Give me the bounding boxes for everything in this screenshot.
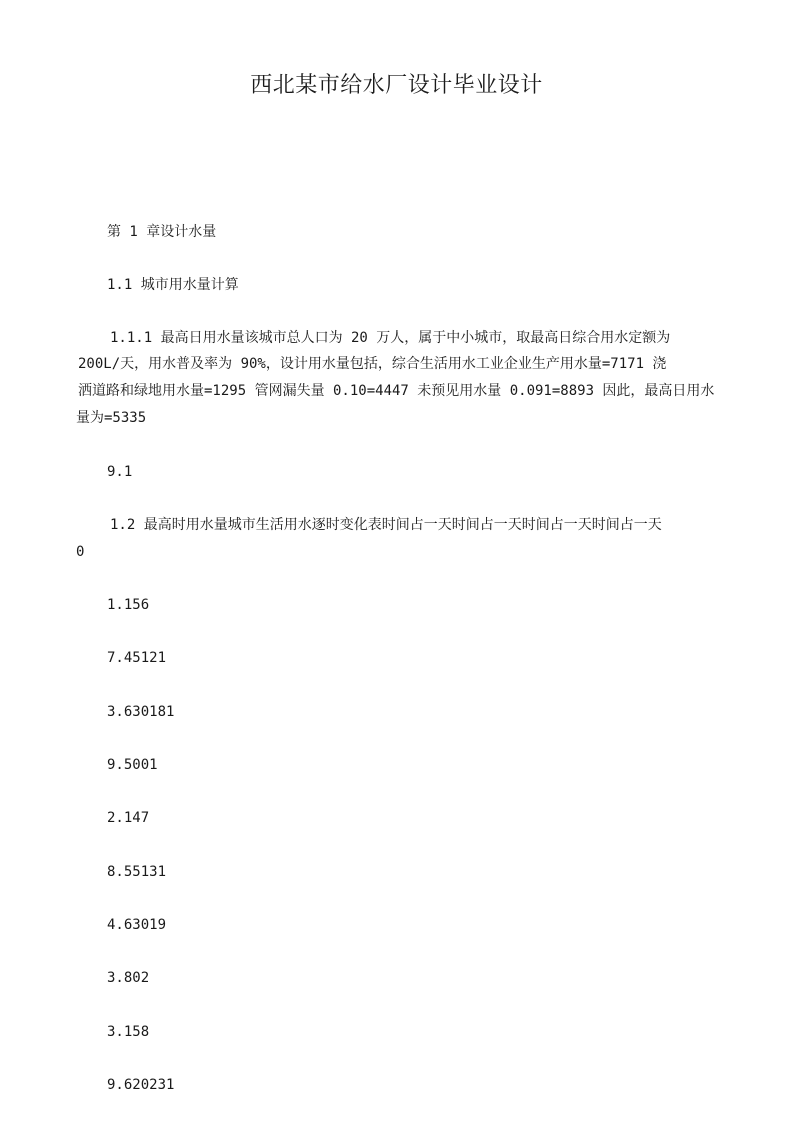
section-heading: 1.1 城市用水量计算 [107,277,239,293]
paragraph-line: 量为=5335 [76,410,147,426]
paragraph-line: 洒道路和绿地用水量=1295 管网漏失量 0.10=4447 未预见用水量 0.091=8893 因此，最高日用水 [78,383,715,399]
paragraph-line: 1.1.1 最高日用水量该城市总人口为 20 万人，属于中小城市，取最高日综合用水定额为 [110,330,671,346]
paragraph-line: 0 [76,544,85,560]
list-item: 3.802 [107,970,150,986]
list-item: 4.63019 [107,917,167,933]
chapter-heading: 第 1 章设计水量 [107,224,217,240]
list-item: 3.158 [107,1024,150,1040]
standalone-value: 9.1 [107,464,133,480]
list-item: 9.620231 [107,1077,175,1093]
list-item: 2.147 [107,810,150,826]
document-title: 西北某市给水厂设计毕业设计 [250,73,543,98]
paragraph-line: 200L/天，用水普及率为 90%，设计用水量包括，综合生活用水工业企业生产用水量=7171 浇 [78,356,667,372]
list-item: 7.45121 [107,650,167,666]
list-item: 1.156 [107,597,150,613]
paragraph-line: 1.2 最高时用水量城市生活用水逐时变化表时间占一天时间占一天时间占一天时间占一天 [110,517,662,533]
list-item: 9.5001 [107,757,158,773]
list-item: 3.630181 [107,704,175,720]
list-item: 8.55131 [107,864,167,880]
